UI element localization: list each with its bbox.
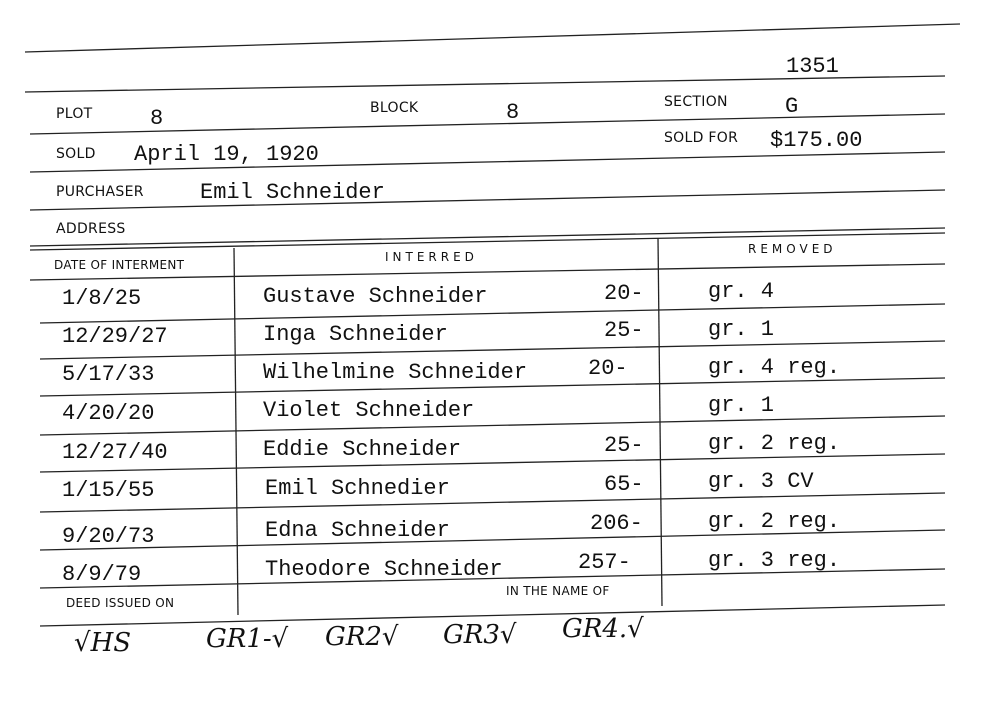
row-5-removed: gr. 2 reg. xyxy=(708,431,841,456)
row-8-removed: gr. 3 reg. xyxy=(708,548,841,573)
address-label: ADDRESS xyxy=(56,221,126,237)
row-2-date: 12/29/27 xyxy=(62,324,168,349)
row-8-name: Theodore Schneider xyxy=(265,557,503,582)
row-1-removed: gr. 4 xyxy=(708,279,775,304)
block-value: 8 xyxy=(506,100,520,125)
block-label: BLOCK xyxy=(370,100,419,116)
row-8-num: 257- xyxy=(578,550,631,575)
row-7-removed: gr. 2 reg. xyxy=(708,509,841,534)
row-2-num: 25- xyxy=(604,318,644,343)
row-8-date: 8/9/79 xyxy=(62,562,142,587)
row-4-removed: gr. 1 xyxy=(708,393,775,418)
row-3-date: 5/17/33 xyxy=(62,362,155,387)
interred-header: INTERRED xyxy=(385,250,478,264)
sold-for-label: SOLD FOR xyxy=(664,130,739,146)
handwritten-note-gr1: GR1-√ xyxy=(206,624,289,654)
section-value: G xyxy=(785,94,799,119)
row-4-date: 4/20/20 xyxy=(62,401,155,426)
in-the-name-of-label: IN THE NAME OF xyxy=(506,584,610,598)
row-7-name: Edna Schneider xyxy=(265,518,450,543)
section-label: SECTION xyxy=(664,94,728,110)
row-6-name: Emil Schnedier xyxy=(265,476,450,501)
deed-issued-on-label: DEED ISSUED ON xyxy=(66,596,175,610)
purchaser-label: PURCHASER xyxy=(56,184,144,200)
date-of-interment-header: DATE OF INTERMENT xyxy=(54,258,185,272)
row-3-num: 20- xyxy=(588,356,628,381)
plot-label: PLOT xyxy=(56,106,93,122)
row-5-name: Eddie Schneider xyxy=(263,437,462,462)
handwritten-note-gr2: GR2√ xyxy=(325,622,399,652)
row-1-date: 1/8/25 xyxy=(62,286,142,311)
plot-value: 8 xyxy=(150,106,164,131)
row-7-date: 9/20/73 xyxy=(62,524,155,549)
row-5-num: 25- xyxy=(604,433,644,458)
row-5-date: 12/27/40 xyxy=(62,440,168,465)
sold-date-value: April 19, 1920 xyxy=(134,142,319,167)
row-3-removed: gr. 4 reg. xyxy=(708,355,841,380)
row-7-num: 206- xyxy=(590,511,643,536)
handwritten-note-gr4: GR4.√ xyxy=(562,614,644,644)
row-1-name: Gustave Schneider xyxy=(263,284,488,309)
row-6-removed: gr. 3 CV xyxy=(708,469,814,494)
row-2-name: Inga Schneider xyxy=(263,322,448,347)
row-6-date: 1/15/55 xyxy=(62,478,155,503)
row-2-removed: gr. 1 xyxy=(708,317,775,342)
purchaser-value: Emil Schneider xyxy=(200,180,385,205)
row-3-name: Wilhelmine Schneider xyxy=(263,360,528,385)
card-number: 1351 xyxy=(786,54,839,79)
row-1-num: 20- xyxy=(604,281,644,306)
handwritten-note-hs: √HS xyxy=(74,628,132,658)
row-4-name: Violet Schneider xyxy=(263,398,475,423)
handwritten-note-gr3: GR3√ xyxy=(443,620,517,650)
removed-header: REMOVED xyxy=(748,242,837,256)
row-6-num: 65- xyxy=(604,472,644,497)
sold-for-value: $175.00 xyxy=(770,128,863,153)
sold-label: SOLD xyxy=(56,146,96,162)
